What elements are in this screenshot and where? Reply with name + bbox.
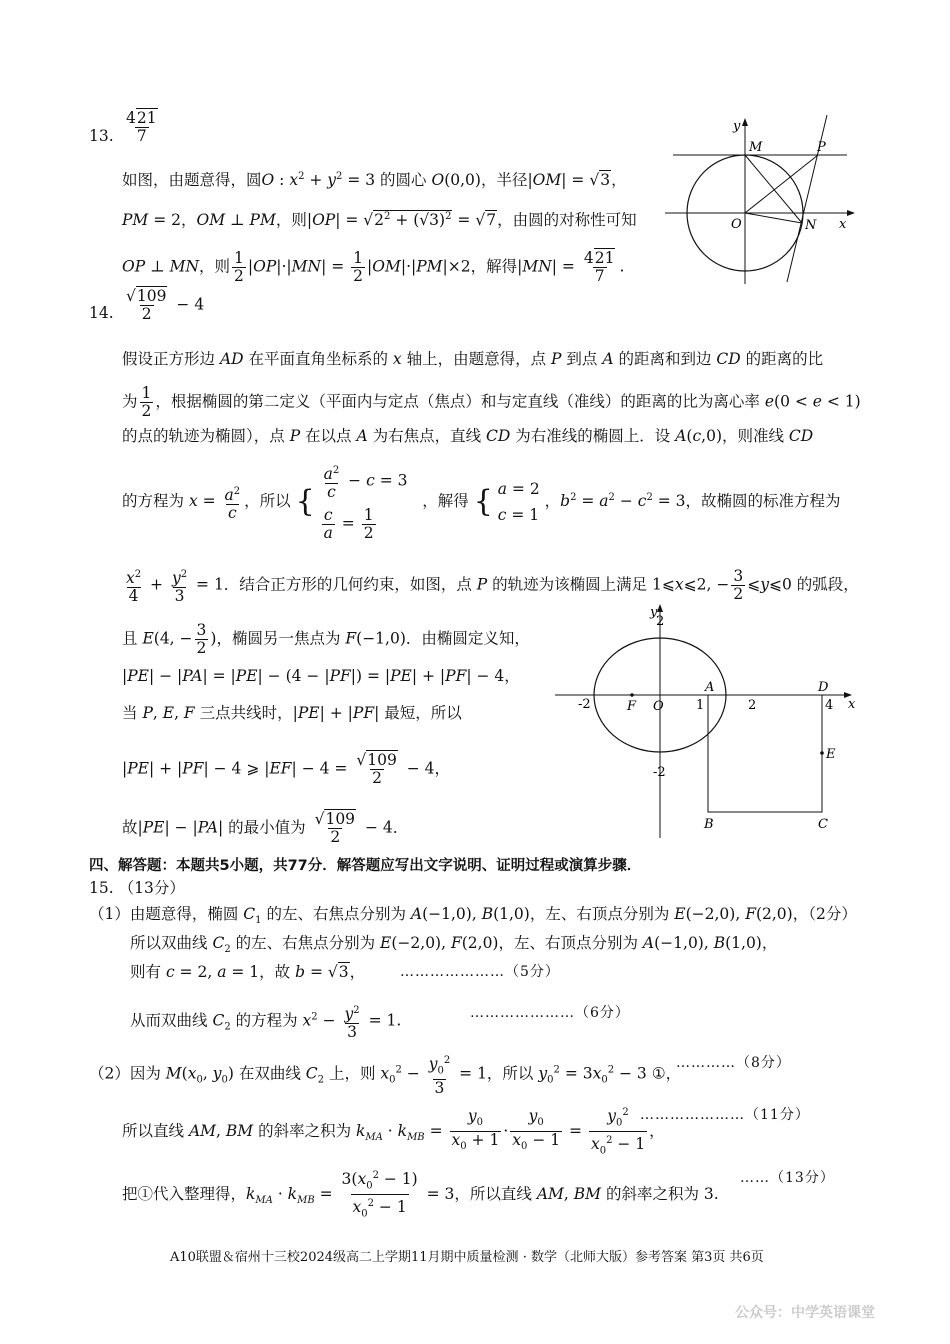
q13-fig-M-label: M: [749, 140, 763, 155]
q15-s2c: 把①代入整理得，$k_{MA} \cdot k_{MB}$ = $\frac{3(x_0^2 - 1)}{x_0^2 - 1}$ = 3，所以直线 AM, BM 的斜率之积为 3.: [122, 1167, 719, 1223]
q15-number: [89, 877, 185, 899]
q14-fig-x-label: x: [848, 697, 856, 712]
q15-number-text: 15.: [89, 879, 114, 897]
q13-line2: PM = 2，OM ⊥ PM，则$|OP| = √2^2 + (√3)^2 = √7$，由圆的对称性可知: [122, 211, 637, 230]
q14-fig-y-label: y: [650, 605, 658, 620]
q13-fig-x-label: x: [839, 217, 847, 232]
watermark: 公众号：中学英语课堂: [735, 1305, 875, 1321]
q15-s1b: 所以双曲线 $C_2$ 的左、右焦点分别为 E(−2,0), F(2,0)，左、右顶点分别为 A(−1,0), B(1,0)，: [130, 934, 778, 956]
q15-points: （13分）: [118, 879, 185, 897]
q13-circle-figure: [665, 112, 865, 287]
q13-fig-P-label: P: [817, 140, 826, 155]
q15-s2a: （2）因为 $M(x_0$, $y_0$) 在双曲线 $C_2$ 上，则 $x_0^2$ − $\frac{y_0^2}{3}$ = 1，所以 $y_0^2 = 3x_0^2 - 3$ ①，: [89, 1055, 682, 1098]
q13-line3: OP ⊥ MN，则 $\frac{1}{2}$ |OP|·|MN| = $\frac{1}{2}$ |OM|·|PM|×2，解得|MN| = $\frac{421}{7}$ .: [122, 249, 625, 285]
q14-p4: 的方程为 x = $\frac{a^2}{c}$ ，所以 { $\frac{a^2}{c}$ − c = 3 $\frac{c}{a}$ = $\frac{1}{2}$ ，解得 { a = 2 c = 1 ，$b^2 = a^2 - c^2 = 3$，故椭圆的标准方程为: [122, 465, 841, 543]
q14-number: 14.: [89, 304, 114, 322]
q14-fig-O-label: O: [653, 699, 664, 714]
q14-fig-D-label: D: [818, 680, 829, 695]
q13-number: 13.: [89, 127, 114, 145]
q14-p10: 故|PE| − |PA| 的最小值为 $\frac{√109}{2}$ − 4．: [122, 810, 409, 846]
page-footer: A10联盟＆宿州十三校2024级高二上学期11月期中质量检测 · 数学（北师大版）参考答案 第3页 共6页: [170, 1250, 764, 1265]
q15-s2c-score: ……（13分）: [740, 1170, 835, 1186]
q15-s1d-score: …………………（6分）: [470, 1005, 630, 1021]
q14-answer: $\frac{√109}{2}$ − 4: [126, 287, 205, 323]
q14-fig-F-label: F: [627, 699, 637, 714]
q14-p8: 当 P, E, F 三点共线时，|PE| + |PF| 最短，所以: [122, 704, 462, 722]
q14-fig-E-label: E: [826, 747, 836, 762]
q15-s1d: 从而双曲线 $C_2$ 的方程为 $x^2$ − $\frac{y^2}{3}$ = 1.: [130, 1005, 402, 1042]
q14-p6: 且 E(4, − $\frac{3}{2}$ )，椭圆另一焦点为 F(−1,0)．由椭圆定义知，: [122, 621, 530, 657]
q14-p7: |PE| − |PA| = |PE| − (4 − |PF|) = |PE| + |PF| − 4，: [122, 667, 520, 685]
q13-fig-y-label: y: [733, 119, 741, 134]
q13-answer: $\frac{421}{7}$: [126, 109, 157, 145]
q14-p2: 为 $\frac{1}{2}$ ，根据椭圆的第二定义（平面内与定点（焦点）和与定直线（准线）的距离的比为离心率 e(0 < e < 1): [122, 384, 861, 420]
q14-fig-tick-2-y: 2: [656, 614, 665, 629]
q14-p9: |PE| + |PF| − 4 ⩾ |EF| − 4 = $\frac{√109}{2}$ − 4，: [122, 751, 451, 787]
q13-fig-N-label: N: [805, 218, 817, 233]
section4-heading: 四、解答题：本题共5小题，共77分．解答题应写出文字说明、证明过程或演算步骤．: [89, 858, 642, 874]
q14-fig-tick-4: 4: [825, 698, 834, 713]
q15-s2b: 所以直线 AM, BM 的斜率之积为 $k_{MA} \cdot k_{MB}$ = $\frac{y_0}{x_0 + 1}$ · $\frac{y_0}{x_0 - 1}$ = $\frac{y_0^2}{x_0^2 - 1}$ ，: [122, 1104, 665, 1160]
q14-fig-B-label: B: [704, 817, 714, 832]
q14-fig-A-label: A: [705, 680, 715, 695]
q14-p5: $\frac{x^2}{4}$ + $\frac{y^2}{3}$ = 1．结合正方形的几何约束，如图，点 P 的轨迹为该椭圆上满足 1⩽x⩽2, − $\frac{3}{2}$ ⩽y⩽0 的弧段，: [126, 567, 859, 606]
q15-s1c-score: …………………（5分）: [400, 964, 560, 980]
q15-s1a: （1）由题意得，椭圆 $C_1$ 的左、右焦点分别为 A(−1,0), B(1,0)，左、右顶点分别为 E(−2,0), F(2,0)，（2分）: [89, 905, 857, 927]
q15-s1c: 则有 c = 2, a = 1，故 b = √3，: [130, 963, 366, 981]
q15-s2b-score: …………………（11分）: [640, 1107, 810, 1123]
q13-line1: 如图，由题意得，圆O : $x^2 + y^2 = 3$ 的圆心 O(0,0)，半径|OM| = √3，: [122, 171, 627, 190]
q14-p3: 的点的轨迹为椭圆），点 P 在以点 A 为右焦点，直线 CD 为右准线的椭圆上．设 A(c,0)，则准线 CD: [122, 427, 814, 445]
q14-fig-tick-neg2-x: -2: [578, 697, 591, 712]
q14-p1: 假设正方形边 AD 在平面直角坐标系的 x 轴上，由题意得，点 P 到点 A 的距离和到边 CD 的距离的比: [122, 350, 824, 368]
q14-fig-C-label: C: [818, 817, 828, 832]
q15-s2a-score: …………（8分）: [676, 1055, 791, 1071]
q13-fig-O-label: O: [731, 217, 742, 232]
q14-fig-tick-2-x: 2: [748, 698, 757, 713]
q14-fig-tick-1: 1: [696, 698, 705, 713]
q14-fig-tick-neg2-y: -2: [653, 765, 666, 780]
q14-ellipse-figure: [550, 598, 870, 843]
